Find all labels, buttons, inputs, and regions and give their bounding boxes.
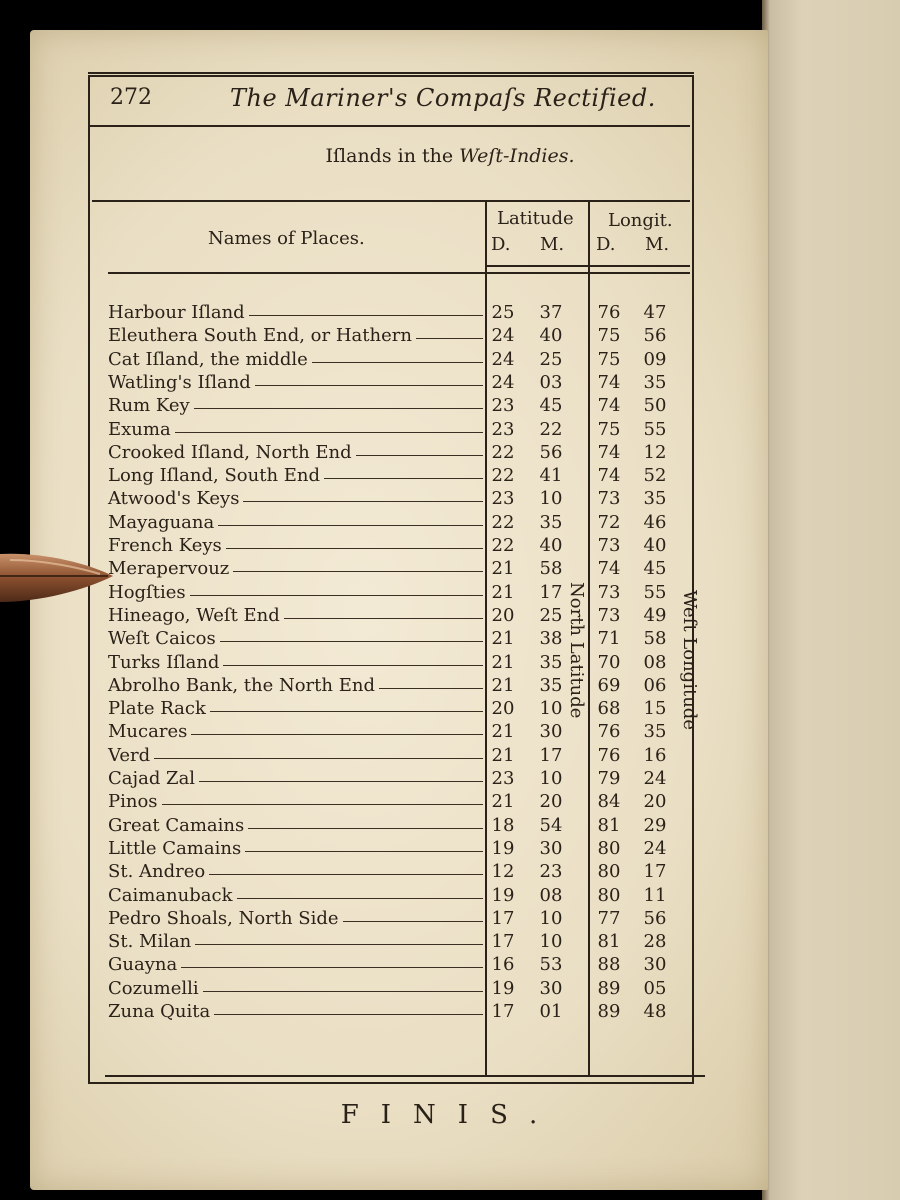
lon-minutes-cell: 48 — [643, 1001, 667, 1022]
table-row — [0, 302, 900, 325]
lat-degrees-cell: 21 — [491, 651, 515, 673]
place-name: Caimanuback — [108, 884, 233, 906]
lat-minutes-cell: 10 — [539, 931, 563, 953]
place-name: Eleuthera South End, or Hathern — [108, 325, 412, 347]
lat-minutes-cell: 45 — [539, 395, 563, 417]
table-row — [0, 954, 900, 977]
table-row — [0, 605, 900, 628]
lat-degrees-cell: 23 — [491, 488, 515, 510]
lat-degrees-cell: 12 — [491, 861, 515, 883]
dotted-leader — [191, 734, 483, 735]
lon-minutes-cell: 11 — [643, 884, 667, 906]
place-name-cell — [108, 885, 483, 906]
lon-minutes-cell: 56 — [643, 907, 667, 929]
place-name: Watling's Iſland — [108, 371, 251, 393]
place-name: Cajad Zal — [108, 768, 196, 789]
table-row — [0, 721, 900, 744]
table-row — [0, 931, 900, 954]
place-name: Rum Key — [108, 395, 190, 417]
lon-minutes-cell: 30 — [643, 954, 667, 976]
lat-subheader-rule — [485, 265, 690, 267]
lon-degrees-cell: 68 — [597, 698, 621, 720]
lon-minutes-cell: 24 — [643, 768, 667, 789]
lat-degrees-cell: 21 — [491, 581, 515, 603]
lat-minutes-cell: 56 — [539, 441, 563, 463]
table-row — [0, 558, 900, 581]
lon-degrees-cell: 73 — [597, 535, 621, 556]
dotted-leader — [220, 641, 483, 642]
table-row — [0, 488, 900, 511]
lon-minutes-cell: 55 — [643, 581, 667, 603]
lon-degrees-cell: 75 — [597, 348, 621, 370]
lon-minutes-cell: 40 — [643, 535, 667, 556]
section-title-region: Weſt-Indies. — [459, 145, 575, 167]
table-row — [0, 978, 900, 1001]
table-row — [0, 325, 900, 348]
place-name-cell — [108, 302, 483, 323]
finis-text: FINIS. — [340, 1100, 560, 1130]
lon-degrees-cell: 73 — [597, 604, 621, 626]
place-name: Long Iſland, South End — [108, 465, 321, 487]
place-name-cell — [108, 349, 483, 370]
table-row — [0, 745, 900, 768]
lat-minutes-cell: 23 — [539, 861, 563, 883]
lon-degrees-cell: 75 — [597, 325, 621, 347]
place-name: Cat Iſland, the middle — [108, 348, 308, 370]
table-row — [0, 908, 900, 931]
lon-minutes-header: M. — [645, 234, 670, 255]
table-bottom-rule — [105, 1075, 705, 1077]
column-header-rule — [108, 272, 690, 274]
lon-degrees-cell: 71 — [597, 628, 621, 650]
lon-minutes-cell: 55 — [643, 418, 667, 440]
lon-minutes-cell: 45 — [643, 558, 667, 580]
lon-degrees-cell: 81 — [597, 814, 621, 836]
lat-minutes-cell: 25 — [539, 348, 563, 370]
lon-minutes-cell: 24 — [643, 837, 667, 859]
lat-minutes-cell: 37 — [539, 302, 563, 323]
place-name-cell — [108, 698, 483, 719]
lon-degrees-cell: 74 — [597, 558, 621, 580]
longitude-column-header: Longit. — [608, 210, 673, 231]
section-title-prefix: Iſlands in the — [325, 145, 454, 167]
place-name: Turks Iſland — [108, 651, 220, 673]
lat-minutes-cell: 10 — [539, 488, 563, 510]
table-row — [0, 791, 900, 814]
lon-degrees-cell: 73 — [597, 581, 621, 603]
lon-minutes-cell: 20 — [643, 791, 667, 813]
dotted-leader — [237, 898, 484, 899]
dotted-leader — [209, 874, 483, 875]
table-row — [0, 419, 900, 442]
place-name-cell — [108, 419, 483, 440]
lat-degrees-cell: 19 — [491, 884, 515, 906]
lon-degrees-cell: 80 — [597, 837, 621, 859]
place-name: Pinos — [108, 791, 158, 813]
lat-degrees-cell: 25 — [491, 302, 515, 323]
place-name: Little Camains — [108, 837, 242, 859]
place-name-cell — [108, 605, 483, 626]
dotted-leader — [190, 595, 483, 596]
lat-degrees-cell: 19 — [491, 977, 515, 999]
place-name-cell — [108, 675, 483, 696]
place-name: Weſt Caicos — [108, 628, 216, 650]
lat-minutes-cell: 35 — [539, 674, 563, 696]
dotted-leader — [175, 432, 483, 433]
lat-degrees-cell: 20 — [491, 604, 515, 626]
lon-minutes-cell: 06 — [643, 674, 667, 696]
place-name: Verd — [108, 744, 151, 766]
lat-minutes-cell: 53 — [539, 954, 563, 976]
lat-minutes-cell: 10 — [539, 907, 563, 929]
place-name: Pedro Shoals, North Side — [108, 907, 339, 929]
lat-degrees-cell: 21 — [491, 558, 515, 580]
lon-degrees-cell: 74 — [597, 371, 621, 393]
table-row — [0, 652, 900, 675]
place-name-cell — [108, 582, 483, 603]
west-longitude-note: Weſt Longitude — [679, 590, 700, 730]
lon-minutes-cell: 35 — [643, 721, 667, 743]
place-name: Abrolho Bank, the North End — [108, 674, 375, 696]
table-row — [0, 698, 900, 721]
lon-degrees-header: D. — [596, 234, 616, 255]
table-row — [0, 675, 900, 698]
lat-minutes-cell: 30 — [539, 837, 563, 859]
pen-nib-icon — [0, 548, 115, 608]
lat-minutes-cell: 35 — [539, 511, 563, 533]
place-name: Exuma — [108, 418, 171, 440]
lat-minutes-cell: 08 — [539, 884, 563, 906]
table-row — [0, 885, 900, 908]
header-rule-top — [88, 72, 694, 74]
dotted-leader — [154, 758, 483, 759]
lat-degrees-cell: 21 — [491, 721, 515, 743]
names-column-header: Names of Places. — [208, 228, 365, 249]
lat-minutes-cell: 25 — [539, 604, 563, 626]
table-row — [0, 838, 900, 861]
place-name: Mucares — [108, 721, 188, 743]
place-name-cell — [108, 768, 483, 789]
dotted-leader — [343, 921, 483, 922]
lon-degrees-cell: 74 — [597, 395, 621, 417]
place-name: Plate Rack — [108, 698, 206, 720]
place-name-cell — [108, 861, 483, 882]
lat-degrees-cell: 17 — [491, 931, 515, 953]
dotted-leader — [226, 548, 483, 549]
section-title — [0, 145, 900, 167]
dotted-leader — [223, 665, 483, 666]
place-name: French Keys — [108, 535, 222, 556]
dotted-leader — [233, 571, 483, 572]
place-name-cell — [108, 488, 483, 509]
lon-degrees-cell: 89 — [597, 1001, 621, 1022]
place-name-cell — [108, 652, 483, 673]
lat-minutes-cell: 40 — [539, 325, 563, 347]
lon-degrees-cell: 80 — [597, 861, 621, 883]
lon-degrees-cell: 74 — [597, 465, 621, 487]
lon-minutes-cell: 28 — [643, 931, 667, 953]
dotted-leader — [379, 688, 483, 689]
table-row — [0, 512, 900, 535]
lat-degrees-cell: 24 — [491, 325, 515, 347]
lat-minutes-cell: 01 — [539, 1001, 563, 1022]
place-name-cell — [108, 372, 483, 393]
place-name: Hineago, Weſt End — [108, 604, 280, 626]
dotted-leader — [194, 408, 483, 409]
dotted-leader — [312, 362, 483, 363]
place-name-cell — [108, 721, 483, 742]
lat-minutes-cell: 40 — [539, 535, 563, 556]
place-name-cell — [108, 558, 483, 579]
lat-degrees-cell: 22 — [491, 511, 515, 533]
place-name-cell — [108, 978, 483, 999]
lat-minutes-cell: 58 — [539, 558, 563, 580]
lat-degrees-cell: 16 — [491, 954, 515, 976]
lat-degrees-header: D. — [491, 234, 511, 255]
lon-minutes-cell: 09 — [643, 348, 667, 370]
table-row — [0, 815, 900, 838]
lon-minutes-cell: 12 — [643, 441, 667, 463]
lat-degrees-cell: 21 — [491, 791, 515, 813]
place-name-cell — [108, 815, 483, 836]
lon-minutes-cell: 29 — [643, 814, 667, 836]
place-name: Harbour Iſland — [108, 302, 245, 323]
place-name-cell — [108, 908, 483, 929]
lat-degrees-cell: 17 — [491, 1001, 515, 1022]
place-name-cell — [108, 442, 483, 463]
lon-minutes-cell: 17 — [643, 861, 667, 883]
lat-degrees-cell: 21 — [491, 628, 515, 650]
dotted-leader — [199, 781, 483, 782]
lon-degrees-cell: 79 — [597, 768, 621, 789]
lat-degrees-cell: 23 — [491, 418, 515, 440]
dotted-leader — [249, 315, 483, 316]
place-name: Merapervouz — [108, 558, 230, 580]
dotted-leader — [243, 501, 483, 502]
place-name: Zuna Quita — [108, 1001, 211, 1022]
table-row — [0, 628, 900, 651]
running-title: The Mariner's Compaſs Rectified. — [230, 84, 656, 112]
lon-minutes-cell: 46 — [643, 511, 667, 533]
page-number: 272 — [110, 85, 152, 110]
table-row — [0, 465, 900, 488]
latitude-column-header: Latitude — [497, 208, 574, 229]
place-name-cell — [108, 395, 483, 416]
dotted-leader — [181, 967, 483, 968]
place-name-cell — [108, 535, 483, 556]
table-row — [0, 395, 900, 418]
place-name: Guayna — [108, 954, 178, 976]
lat-degrees-cell: 20 — [491, 698, 515, 720]
dotted-leader — [324, 478, 483, 479]
lon-degrees-cell: 80 — [597, 884, 621, 906]
lon-degrees-cell: 75 — [597, 418, 621, 440]
lat-degrees-cell: 21 — [491, 744, 515, 766]
place-name-cell — [108, 628, 483, 649]
lon-minutes-cell: 52 — [643, 465, 667, 487]
lat-minutes-cell: 54 — [539, 814, 563, 836]
place-name-cell — [108, 325, 483, 346]
dotted-leader — [284, 618, 483, 619]
lat-minutes-cell: 17 — [539, 581, 563, 603]
lat-degrees-cell: 19 — [491, 837, 515, 859]
lon-degrees-cell: 70 — [597, 651, 621, 673]
lat-minutes-cell: 10 — [539, 698, 563, 720]
lon-minutes-cell: 58 — [643, 628, 667, 650]
place-name-cell — [108, 954, 483, 975]
place-name-cell — [108, 931, 483, 952]
place-name-cell — [108, 512, 483, 533]
lon-degrees-cell: 76 — [597, 302, 621, 323]
table-row — [0, 1001, 900, 1024]
lat-degrees-cell: 18 — [491, 814, 515, 836]
dotted-leader — [245, 851, 483, 852]
lat-degrees-cell: 22 — [491, 535, 515, 556]
lon-minutes-cell: 15 — [643, 698, 667, 720]
table-row — [0, 349, 900, 372]
lon-degrees-cell: 81 — [597, 931, 621, 953]
lon-degrees-cell: 77 — [597, 907, 621, 929]
dotted-leader — [248, 828, 483, 829]
lat-minutes-cell: 22 — [539, 418, 563, 440]
lat-degrees-cell: 22 — [491, 465, 515, 487]
place-name-cell — [108, 838, 483, 859]
place-name: St. Andreo — [108, 861, 206, 883]
lat-minutes-cell: 03 — [539, 371, 563, 393]
lat-minutes-cell: 38 — [539, 628, 563, 650]
place-name-cell — [108, 791, 483, 812]
lat-degrees-cell: 24 — [491, 348, 515, 370]
lon-minutes-cell: 35 — [643, 371, 667, 393]
table-row — [0, 582, 900, 605]
lat-minutes-cell: 20 — [539, 791, 563, 813]
lat-minutes-cell: 17 — [539, 744, 563, 766]
lon-degrees-cell: 72 — [597, 511, 621, 533]
lon-degrees-cell: 89 — [597, 977, 621, 999]
lon-minutes-cell: 47 — [643, 302, 667, 323]
dotted-leader — [210, 711, 483, 712]
table-row — [0, 535, 900, 558]
dotted-leader — [214, 1014, 483, 1015]
place-name-cell — [108, 1001, 483, 1022]
place-name: St. Milan — [108, 931, 192, 953]
lat-degrees-cell: 22 — [491, 441, 515, 463]
lat-degrees-cell: 21 — [491, 674, 515, 696]
lat-degrees-cell: 24 — [491, 371, 515, 393]
dotted-leader — [195, 944, 483, 945]
lon-minutes-cell: 05 — [643, 977, 667, 999]
table-row — [0, 861, 900, 884]
place-name: Great Camains — [108, 814, 245, 836]
north-latitude-note: North Latitude — [566, 582, 587, 719]
place-name: Cozumelli — [108, 977, 199, 999]
dotted-leader — [255, 385, 483, 386]
place-name-cell — [108, 745, 483, 766]
lat-minutes-cell: 35 — [539, 651, 563, 673]
lon-degrees-cell: 76 — [597, 721, 621, 743]
place-name: Mayaguana — [108, 511, 215, 533]
lon-minutes-cell: 50 — [643, 395, 667, 417]
lon-minutes-cell: 49 — [643, 604, 667, 626]
dotted-leader — [218, 525, 483, 526]
dotted-leader — [416, 338, 483, 339]
lon-minutes-cell: 08 — [643, 651, 667, 673]
lon-degrees-cell: 84 — [597, 791, 621, 813]
lon-minutes-cell: 35 — [643, 488, 667, 510]
lat-minutes-header: M. — [540, 234, 565, 255]
lon-degrees-cell: 73 — [597, 488, 621, 510]
lat-degrees-cell: 23 — [491, 395, 515, 417]
dotted-leader — [356, 455, 483, 456]
lon-degrees-cell: 76 — [597, 744, 621, 766]
header-rule — [88, 125, 690, 127]
lon-minutes-cell: 16 — [643, 744, 667, 766]
lat-degrees-cell: 23 — [491, 768, 515, 789]
place-name: Crooked Iſland, North End — [108, 441, 352, 463]
lon-degrees-cell: 74 — [597, 441, 621, 463]
lat-minutes-cell: 30 — [539, 977, 563, 999]
place-name: Hogſties — [108, 581, 186, 603]
lon-minutes-cell: 56 — [643, 325, 667, 347]
dotted-leader — [162, 804, 483, 805]
lat-minutes-cell: 30 — [539, 721, 563, 743]
lat-degrees-cell: 17 — [491, 907, 515, 929]
table-row — [0, 372, 900, 395]
dotted-leader — [203, 991, 483, 992]
title-rule — [92, 200, 690, 202]
place-name-cell — [108, 465, 483, 486]
table-row — [0, 768, 900, 791]
lat-minutes-cell: 41 — [539, 465, 563, 487]
lon-degrees-cell: 88 — [597, 954, 621, 976]
lon-degrees-cell: 69 — [597, 674, 621, 696]
table-row — [0, 442, 900, 465]
place-name: Atwood's Keys — [108, 488, 240, 510]
lat-minutes-cell: 10 — [539, 768, 563, 789]
